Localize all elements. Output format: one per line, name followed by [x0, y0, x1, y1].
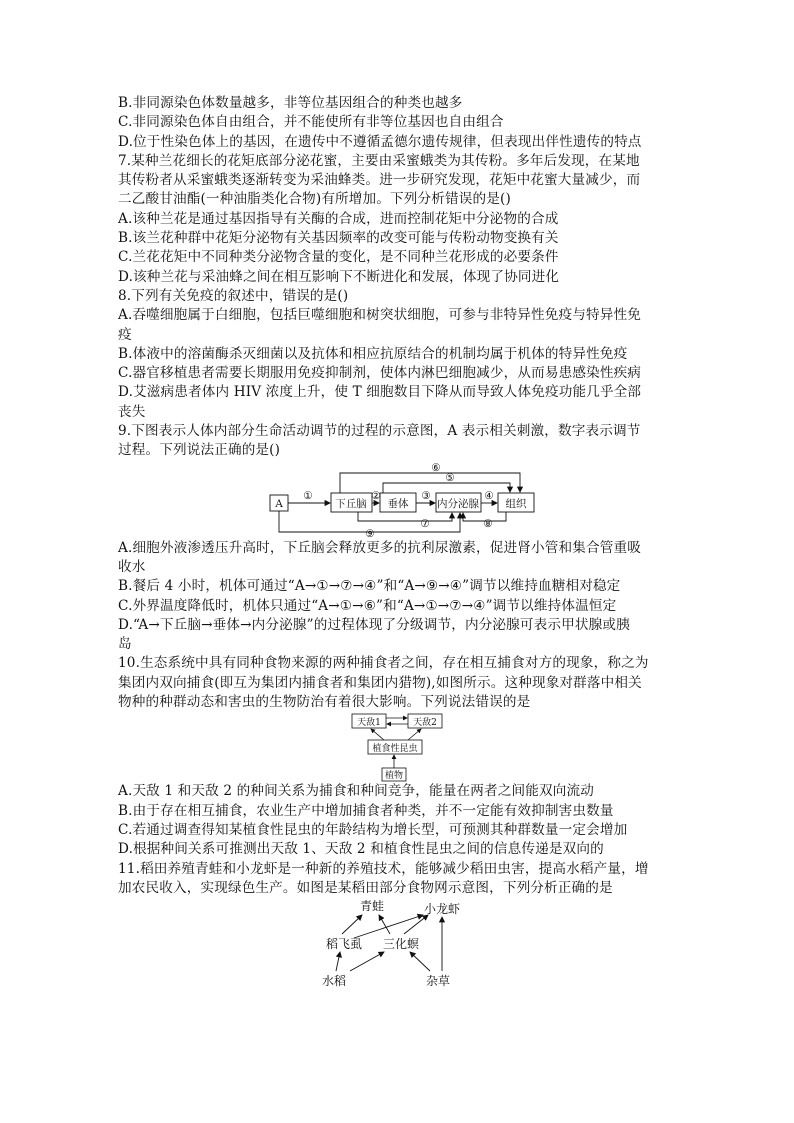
block1-line: C.兰花花矩中不同种类分泌物含量的变化，是不同种兰花形成的必要条件: [118, 249, 559, 266]
text-block-2: [118, 539, 678, 713]
label-3: ③: [421, 489, 431, 502]
block1-line: D.艾滋病患者体内 HIV 浓度上升，使 T 细胞数目下降从而导致人体免疫功能几乎全部: [118, 384, 642, 401]
node-stem-borer: 三化螟: [382, 937, 420, 952]
label-2: ②: [371, 489, 381, 502]
block2-line: A.细胞外液渗透压升高时，下丘脑会释放更多的抗利尿激素，促进肾小管和集合管重吸: [118, 539, 641, 556]
block2-line: 10.生态系统中具有同种食物来源的两种捕食者之间，存在相互捕食对方的现象，称之为: [118, 655, 649, 672]
label-6: ⑥: [431, 461, 441, 474]
node-weed: 杂草: [425, 974, 451, 989]
arrow-insect-enemy1: [371, 729, 384, 740]
text-block-3: [118, 782, 678, 898]
arrow-rice-planthopper: [336, 952, 340, 971]
box-label-tissue: 组织: [505, 497, 527, 510]
block1-line: 丧失: [118, 403, 146, 420]
exam-page: [118, 94, 678, 998]
block1-line: 其传粉者从采蜜蛾类逐渐转变为采油蜂类。进一步研究发现，花矩中花蜜大量减少，而: [118, 172, 641, 189]
arrow-insect-enemy2: [408, 729, 421, 740]
block1-line: B.体液中的溶菌酶杀灭细菌以及抗体和相应抗原结合的机制均属于机体的特异性免疫: [118, 345, 628, 362]
figure-9-regulation-diagram: [118, 461, 678, 539]
block1-line: A.吞噬细胞属于白细胞，包括巨噬细胞和树突状细胞，可参与非特异性免疫与特异性免: [118, 307, 641, 324]
label-4: ④: [484, 489, 494, 502]
label-7: ⑦: [420, 517, 430, 530]
node-rice: 水稻: [321, 974, 347, 989]
label-1: ①: [303, 489, 313, 502]
label-herbivorous-insect: 植食性昆虫: [372, 744, 418, 755]
block2-line: C.外界温度降低时，机体只通过“A→①→⑥”和“A→①→⑦→④”调节以维持体温恒定: [118, 597, 617, 614]
block1-line: 7.某种兰花细长的花矩底部分泌花蜜，主要由采蜜蛾类为其传粉。多年后发现，在某地: [118, 152, 640, 169]
block1-line: D.位于性染色体上的基因，在遗传中不遵循孟德尔遗传规律，但表现出伴性遗传的特点: [118, 133, 642, 150]
figure-10-intraguild-predation: [118, 712, 678, 782]
label-enemy-1: 天敌1: [357, 718, 381, 729]
node-frog: 青蛙: [359, 899, 385, 914]
block3-line: D.根据种间关系可推测出天敌 1、天敌 2 和植食性昆虫之间的信息传递是双向的: [118, 841, 604, 858]
block1-line: B.非同源染色体数量越多，非等位基因组合的种类也越多: [118, 95, 463, 111]
arrow-planthopper-crayfish: [354, 915, 423, 938]
block1-line: 二乙酸甘油酯(一种油脂类化合物)有所增加。下列分析错误的是(): [118, 191, 511, 208]
block2-line: B.餐后 4 小时，机体可通过“A→①→⑦→④”和“A→⑨→④”调节以维持血糖相对稳定: [118, 578, 621, 595]
block1-line: 8.下列有关免疫的叙述中，错误的是(): [118, 287, 349, 304]
block3-line: B.由于存在相互捕食，农业生产中增加捕食者种类，并不一定能有效抑制害虫数量: [118, 802, 614, 819]
block1-line: B.该兰花种群中花矩分泌物有关基因频率的改变可能与传粉动物变换有关: [118, 230, 559, 247]
block1-line: C.非同源染色体自由组合，并不能使所有非等位基因也自由组合: [118, 114, 504, 131]
arrow-7: [358, 512, 452, 521]
block3-line: 加农民收入，实现绿色生产。如图是某稻田部分食物网示意图，下列分析正确的是: [118, 879, 613, 896]
label-5: ⑤: [445, 471, 455, 484]
arrow-borer-crayfish: [404, 915, 428, 934]
block3-line: C.若通过调查得知某植食性昆虫的年龄结构为增长型，可预测其种群数量一定会增加: [118, 821, 628, 838]
label-9: ⑨: [365, 527, 375, 539]
node-crayfish: 小龙虾: [423, 902, 461, 917]
arrow-borer-frog: [379, 915, 390, 934]
box-label-endocrine-gland: 内分泌腺: [437, 497, 479, 510]
block2-line: 岛: [118, 636, 132, 653]
label-plant: 植物: [384, 771, 404, 782]
block2-line: D.“A→下丘脑→垂体→内分泌腺”的过程体现了分级调节，内分泌腺可表示甲状腺或胰: [118, 616, 630, 633]
block1-line: D.该种兰花与采油蜂之间在相互影响下不断进化和发展，体现了协同进化: [118, 268, 560, 285]
block1-line: C.器官移植患者需要长期服用免疫抑制剂，使体内淋巴细胞减少，从而易患感染性疾病: [118, 365, 642, 382]
block1-line: 过程。下列说法正确的是(): [118, 442, 281, 459]
block2-line: 集团内双向捕食(即互为集团内捕食者和集团内猎物),如图所示。这种现象对群落中相关: [118, 674, 642, 691]
block2-line: 收水: [118, 558, 146, 575]
block3-line: 11.稻田养殖青蛙和小龙虾是一种新的养殖技术，能够减少稻田虫害，提高水稻产量，增: [118, 860, 649, 877]
arrow-planthopper-frog: [342, 915, 362, 934]
block3-line: A.天敌 1 和天敌 2 的种间关系为捕食和种间竞争，能量在两者之间能双向流动: [118, 783, 594, 800]
figure-11-food-web: [118, 898, 678, 998]
box-label-a: A: [275, 497, 283, 510]
label-enemy-2: 天敌2: [413, 718, 437, 729]
node-planthopper: 稻飞虱: [325, 937, 363, 952]
text-block-1: [118, 94, 678, 461]
block2-line: 物种的种群动态和害虫的生物防治有着很大影响。下列说法错误的是: [118, 694, 531, 711]
box-label-pituitary: 垂体: [387, 497, 409, 510]
block1-line: A.该种兰花是通过基因指导有关酶的合成，进而控制花矩中分泌物的合成: [118, 210, 559, 227]
block1-line: 疫: [118, 326, 132, 343]
block1-line: 9.下图表示人体内部分生命活动调节的过程的示意图，A 表示相关刺激，数字表示调节: [118, 423, 641, 440]
arrow-rice-borer: [350, 952, 384, 971]
label-8: ⑧: [483, 517, 493, 530]
arrow-weed-borer: [410, 952, 430, 971]
box-label-hypothalamus: 下丘脑: [335, 497, 367, 510]
